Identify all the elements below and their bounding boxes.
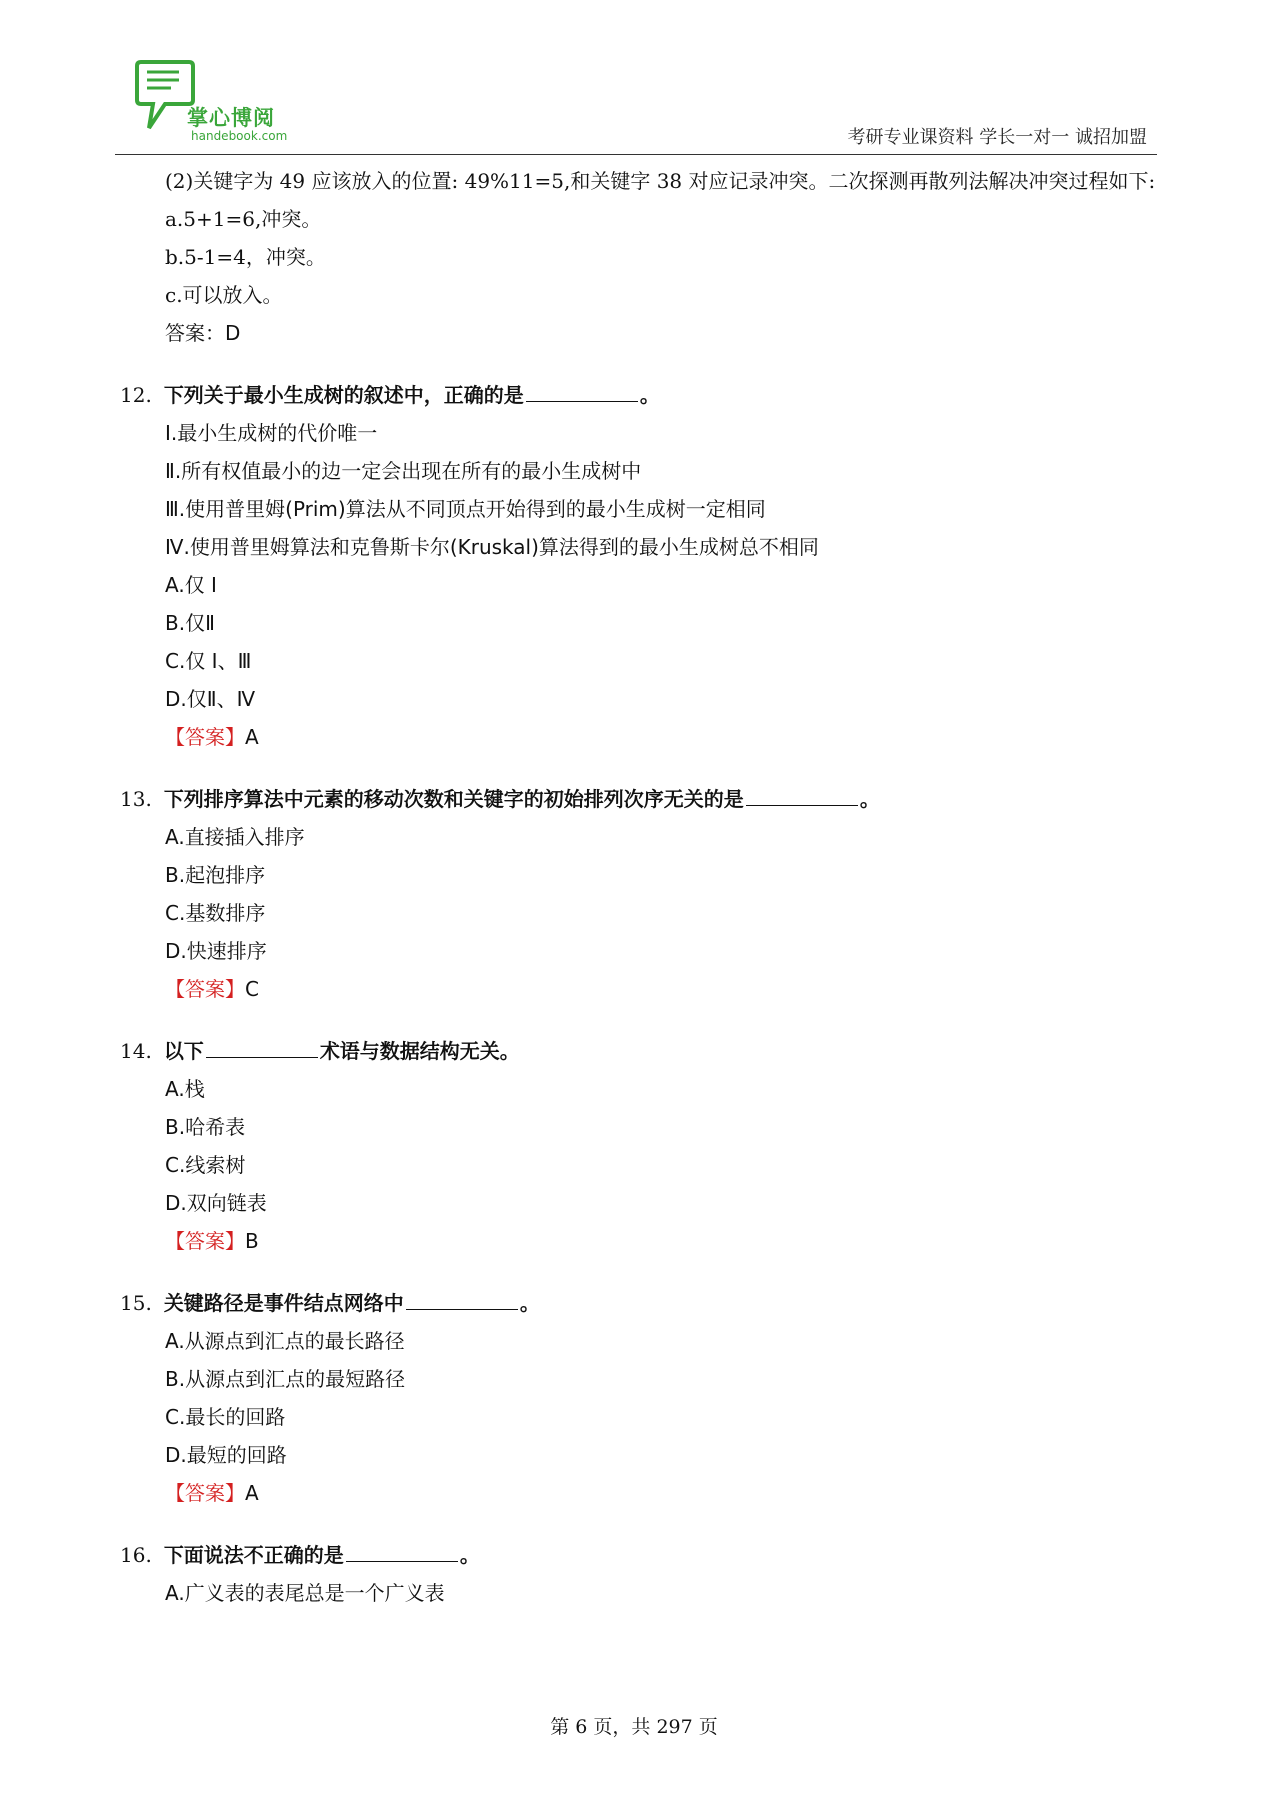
option: A.直接插入排序: [165, 825, 305, 849]
logo-icon: [135, 58, 195, 133]
option: D.仅Ⅱ、Ⅳ: [165, 687, 256, 711]
question-stem: 下列排序算法中元素的移动次数和关键字的初始排列次序无关的是: [163, 787, 744, 811]
logo-brand: 掌心博阅: [187, 106, 275, 130]
statement: I.最小生成树的代价唯一: [165, 421, 378, 445]
option: C.基数排序: [165, 901, 266, 925]
option: D.快速排序: [165, 939, 267, 963]
intro-paragraph: (2)关键字为 49 应该放入的位置: 49%11=5,和关键字 38 对应记录冲突。二次探测再散列法解决冲突过程如下:: [165, 169, 1156, 193]
question-number: 16.: [120, 1543, 152, 1567]
option: B.仅Ⅱ: [165, 611, 215, 635]
question-number: 12.: [120, 383, 152, 407]
option: A.广义表的表尾总是一个广义表: [165, 1581, 445, 1605]
document-body: [120, 162, 1160, 1612]
question-stem-end: 。: [859, 787, 880, 811]
intro-answer: 答案：D: [165, 321, 241, 345]
option: D.最短的回路: [165, 1443, 287, 1467]
answer-line: [120, 1222, 1160, 1260]
intro-step: b.5-1=4，冲突。: [165, 245, 326, 269]
page-header: [115, 58, 1157, 158]
answer-blank: [206, 1037, 318, 1058]
answer-blank: [406, 1289, 518, 1310]
answer-line: [120, 1474, 1160, 1512]
question-title: [120, 1536, 1160, 1574]
answer-label: 【答案】: [165, 1481, 245, 1505]
logo-url: handebook.com: [191, 129, 288, 143]
question-stem-end: 。: [459, 1543, 480, 1567]
question-stem: 以下: [163, 1039, 204, 1063]
option: B.哈希表: [165, 1115, 246, 1139]
logo: [135, 58, 295, 148]
statement: Ⅱ.所有权值最小的边一定会出现在所有的最小生成树中: [165, 459, 642, 483]
answer-line: [120, 718, 1160, 756]
question-stem-end: 术语与数据结构无关。: [319, 1039, 520, 1063]
question-number: 14.: [120, 1039, 152, 1063]
question-title: [120, 780, 1160, 818]
intro-step: c.可以放入。: [165, 283, 283, 307]
question-title: [120, 1032, 1160, 1070]
answer-blank: [346, 1541, 458, 1562]
question-stem-end: 。: [519, 1291, 540, 1315]
question-number: 13.: [120, 787, 152, 811]
option: C.最长的回路: [165, 1405, 286, 1429]
intro-step: a.5+1=6,冲突。: [165, 207, 322, 231]
answer-value: C: [245, 977, 259, 1001]
option: A.从源点到汇点的最长路径: [165, 1329, 405, 1353]
answer-blank: [746, 785, 858, 806]
answer-label: 【答案】: [165, 977, 245, 1001]
option: C.仅 I、Ⅲ: [165, 649, 252, 673]
question-stem: 下面说法不正确的是: [163, 1543, 344, 1567]
statement: Ⅲ.使用普里姆(Prim)算法从不同顶点开始得到的最小生成树一定相同: [165, 497, 766, 521]
option: D.双向链表: [165, 1191, 267, 1215]
answer-line: [120, 970, 1160, 1008]
page-footer: 第 6 页，共 297 页: [550, 1716, 718, 1738]
question-stem: 下列关于最小生成树的叙述中，正确的是: [163, 383, 524, 407]
option: A.仅 I: [165, 573, 217, 597]
question-title: [120, 376, 1160, 414]
question-number: 15.: [120, 1291, 152, 1315]
header-tagline: 考研专业课资料 学长一对一 诚招加盟: [847, 127, 1147, 148]
option: C.线索树: [165, 1153, 246, 1177]
answer-value: B: [245, 1229, 259, 1253]
question-stem: 关键路径是事件结点网络中: [163, 1291, 404, 1315]
statement: Ⅳ.使用普里姆算法和克鲁斯卡尔(Kruskal)算法得到的最小生成树总不相同: [165, 535, 819, 559]
answer-value: A: [245, 1481, 259, 1505]
question-title: [120, 1284, 1160, 1322]
header-divider: [115, 154, 1157, 155]
answer-label: 【答案】: [165, 1229, 245, 1253]
option: B.从源点到汇点的最短路径: [165, 1367, 406, 1391]
answer-value: A: [245, 725, 259, 749]
answer-blank: [526, 381, 638, 402]
option: A.栈: [165, 1077, 205, 1101]
question-stem-end: 。: [639, 383, 660, 407]
option: B.起泡排序: [165, 863, 266, 887]
answer-label: 【答案】: [165, 725, 245, 749]
